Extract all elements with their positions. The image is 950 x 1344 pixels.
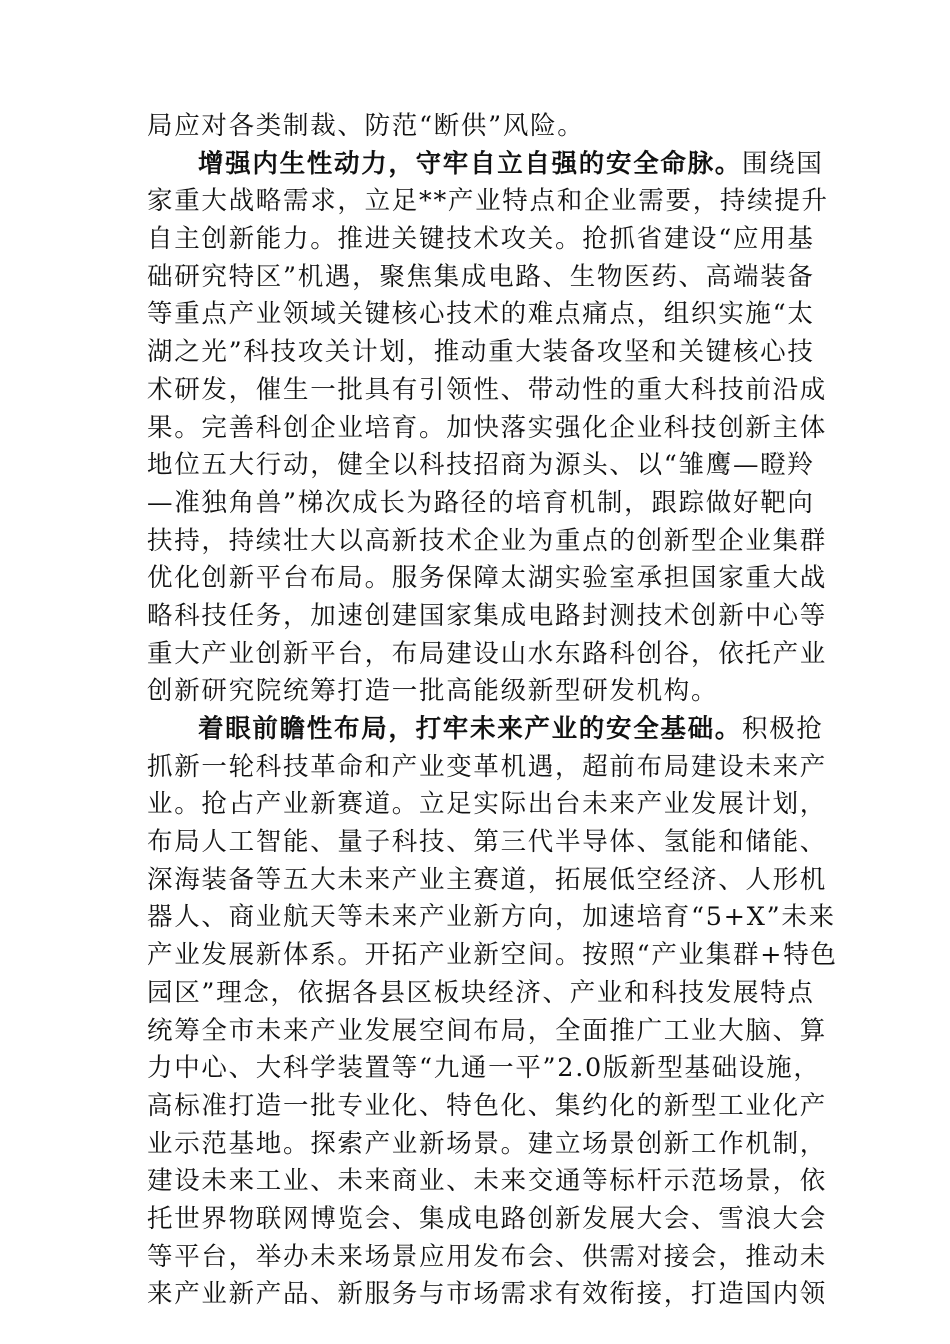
text-line: 布局人工智能、量子科技、第三代半导体、氢能和储能、 <box>147 827 828 858</box>
text-line: 业。抢占产业新赛道。立足实际出台未来产业发展计划， <box>147 789 828 820</box>
text-line: 术研发，催生一批具有引领性、带动性的重大科技前沿成 <box>147 374 828 405</box>
text-line: 托世界物联网博览会、集成电路创新发展大会、雪浪大会 <box>147 1203 828 1234</box>
text-line: 优化创新平台布局。服务保障太湖实验室承担国家重大战 <box>147 563 828 594</box>
text-line: —准独角兽”梯次成长为路径的培育机制，跟踪做好靶向 <box>147 487 815 518</box>
section-heading: 着眼前瞻性布局，打牢未来产业的安全基础。 <box>198 714 743 744</box>
text-line: 自主创新能力。推进关键技术攻关。抢抓省建设“应用基 <box>147 224 815 255</box>
text-line: 果。完善科创企业培育。加快落实强化企业科技创新主体 <box>147 412 828 443</box>
text-line: 产业发展新体系。开拓产业新空间。按照“产业集群+特色 <box>147 940 838 971</box>
text-line: 等平台，举办未来场景应用发布会、供需对接会，推动未 <box>147 1241 828 1272</box>
section-heading-line <box>147 711 837 749</box>
text-line: 园区”理念，依据各县区板块经济、产业和科技发展特点 <box>147 977 815 1008</box>
section-heading-line <box>147 146 837 184</box>
text-line: 重大产业创新平台，布局建设山水东路科创谷，依托产业 <box>147 638 828 669</box>
text-line: 创新研究院统筹打造一批高能级新型研发机构。 <box>147 676 719 707</box>
section-heading-continuation: 围绕国 <box>742 148 824 179</box>
text-line: 统筹全市未来产业发展空间布局，全面推广工业大脑、算 <box>147 1015 828 1046</box>
text-line: 深海装备等五大未来产业主赛道，拓展低空经济、人形机 <box>147 864 828 895</box>
document-body <box>147 108 837 1314</box>
section-heading: 增强内生性动力，守牢自立自强的安全命脉。 <box>198 148 743 179</box>
text-line: 家重大战略需求，立足**产业特点和企业需要，持续提升 <box>147 186 829 217</box>
text-line: 扶持，持续壮大以高新技术企业为重点的创新型企业集群 <box>147 525 828 556</box>
text-line: 来产业新产品、新服务与市场需求有效衔接，打造国内领 <box>147 1279 828 1310</box>
text-line: 湖之光”科技攻关计划，推动重大装备攻坚和关键核心技 <box>147 337 815 368</box>
text-line: 略科技任务，加速创建国家集成电路封测技术创新中心等 <box>147 600 828 631</box>
text-line: 地位五大行动，健全以科技招商为源头、以“雏鹰—瞪羚 <box>147 450 815 481</box>
section-heading-continuation: 积极抢 <box>742 714 824 744</box>
text-line: 局应对各类制裁、防范“断供”风险。 <box>147 111 585 141</box>
text-line: 高标准打造一批专业化、特色化、集约化的新型工业化产 <box>147 1090 828 1121</box>
text-line: 业示范基地。探索产业新场景。建立场景创新工作机制， <box>147 1128 828 1159</box>
text-line: 抓新一轮科技革命和产业变革机遇，超前布局建设未来产 <box>147 751 828 782</box>
text-line: 础研究特区”机遇，聚焦集成电路、生物医药、高端装备 <box>147 261 815 292</box>
text-line: 等重点产业领域关键核心技术的难点痛点，组织实施“太 <box>147 299 815 330</box>
text-line: 建设未来工业、未来商业、未来交通等标杆示范场景，依 <box>147 1166 828 1197</box>
text-line: 力中心、大科学装置等“九通一平”2.0版新型基础设施， <box>147 1053 821 1084</box>
text-line: 器人、商业航天等未来产业新方向，加速培育“5+X”未来 <box>147 902 836 933</box>
